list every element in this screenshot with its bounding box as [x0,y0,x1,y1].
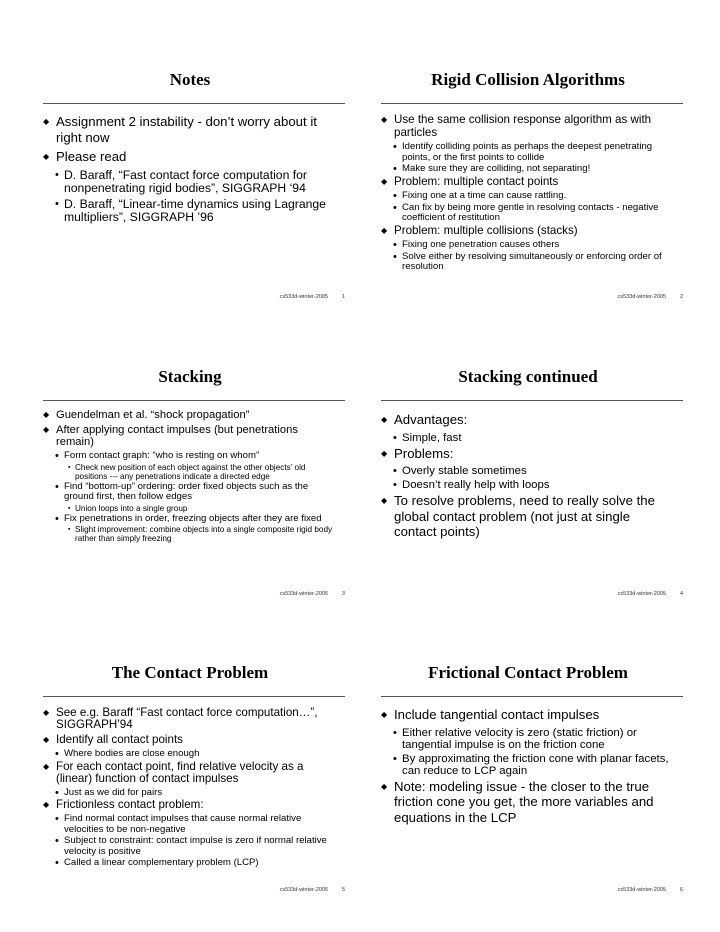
bullet: ◆ Problem: multiple collisions (stacks) [381,225,675,238]
slide-footer [618,887,683,893]
slide-stacking-continued [373,367,683,597]
page-number: 1 [341,294,345,300]
sub-bullet: • Subject to constraint: contact impulse is zero if normal relative velocity is positive [43,836,337,857]
sub-bullet: • D. Baraff, “Fast contact force computation for nonpenetrating rigid bodies”, SIGGRAPH ‘94 [43,169,337,196]
slide-footer [618,294,683,300]
bullet: ◆ For each contact point, find relative velocity as a (linear) function of contact impulses [43,761,337,785]
bullet: ◆ See e.g. Baraff “Fast contact force computation…”, SIGGRAPH’94 [43,707,337,731]
page-number: 4 [679,591,683,597]
page-number: 3 [341,591,345,597]
slide-title: The Contact Problem [111,663,269,682]
course-label: cs533d-winter-2005 [617,294,666,300]
sub-bullet: • Either relative velocity is zero (static friction) or tangential impulse is on the friction cone [381,727,675,751]
slide-notes [35,70,345,300]
sub-bullet: • Simple, fast [381,432,675,444]
bullet: ◆ Use the same collision response algorithm as with particles [381,114,675,139]
bullet: ◆ Problem: multiple contact points [381,176,675,189]
course-label: cs533d-winter-2005 [279,591,328,597]
page-number: 5 [341,887,345,893]
sub-bullet: • Identify colliding points as perhaps the deepest penetrating points, or the first points to collide [381,142,675,163]
sub-bullet: • Find normal contact impulses that cause normal relative velocities to be non-negative [43,814,337,835]
bullet: ◆ Assignment 2 instability - don’t worry about it right now [43,114,337,145]
bullet: ◆ Guendelman et al. “shock propagation” [43,409,337,421]
slide-title: Notes [169,70,211,89]
title-divider [381,400,683,401]
bullet: ◆ Note: modeling issue - the closer to the true friction cone you get, the more variables and equations in the LCP [381,779,675,826]
slide-stacking [35,367,345,597]
sub-bullet: • Can fix by being more gentle in resolving contacts - negative coefficient of restitution [381,203,675,224]
page-number: 2 [679,294,683,300]
title-divider [381,696,683,697]
bullet: ◆ Frictionless contact problem: [43,799,337,811]
sub-bullet: • Fix penetrations in order, freezing objects after they are fixed [43,514,337,525]
slide-footer [280,887,345,893]
sub-bullet: • Form contact graph: “who is resting on whom” [43,451,337,462]
slide-title: Rigid Collision Algorithms [431,70,625,89]
course-label: cs533d-winter-2005 [617,887,666,893]
title-divider [43,696,345,697]
slide-footer [280,591,345,597]
sub-bullet: • Doesn’t really help with loops [381,479,675,491]
course-label: cs533d-winter-2005 [617,591,666,597]
slide-frictional-contact-problem [373,663,683,893]
bullet: ◆ Problems: [381,446,675,462]
slide-footer [280,294,345,300]
bullet: ◆ To resolve problems, need to really solve the global contact problem (not just at single contact points) [381,493,675,540]
sub-bullet: • Overly stable sometimes [381,465,675,477]
bullet: ◆ Advantages: [381,412,675,428]
slide-title: Stacking [158,367,222,386]
slide-footer [618,591,683,597]
sub-sub-bullet: ▪ Slight improvement: combine objects into a single composite rigid body rather than simply freezing [43,525,337,543]
title-divider [43,103,345,104]
sub-bullet: • Fixing one penetration causes others [381,240,675,251]
course-label: cs533d-winter-2005 [279,887,328,893]
sub-bullet: • Where bodies are close enough [43,749,337,760]
bullet: ◆ Include tangential contact impulses [381,707,675,723]
bullet: ◆ Identify all contact points [43,734,337,746]
sub-bullet: • Find “bottom-up” ordering: order fixed objects such as the ground first, then follow edges [43,482,337,503]
slide-rigid-collision-algorithms [373,70,683,300]
sub-sub-bullet: ▪ Union loops into a single group [43,504,337,513]
sub-bullet: • Called a linear complementary problem (LCP) [43,858,337,869]
course-label: cs533d-winter-2005 [279,294,328,300]
bullet: ◆ After applying contact impulses (but penetrations remain) [43,424,337,448]
page-number: 6 [679,887,683,893]
sub-bullet: • Fixing one at a time can cause rattling. [381,191,675,202]
slide-the-contact-problem [35,663,345,893]
sub-bullet: • By approximating the friction cone with planar facets, can reduce to LCP again [381,753,675,777]
slide-title: Frictional Contact Problem [428,663,628,682]
sub-bullet: • D. Baraff, “Linear-time dynamics using Lagrange multipliers”, SIGGRAPH ’96 [43,198,337,225]
title-divider [43,400,345,401]
sub-sub-bullet: ▪ Check new position of each object against the other objects’ old positions --- any penetrations indicate a directed edge [43,463,337,481]
sub-bullet: • Just as we did for pairs [43,788,337,799]
bullet: ◆ Please read [43,149,337,165]
title-divider [381,103,683,104]
slide-title: Stacking continued [458,367,598,386]
sub-bullet: • Make sure they are colliding, not separating! [381,164,675,175]
sub-bullet: • Solve either by resolving simultaneously or enforcing order of resolution [381,252,675,273]
